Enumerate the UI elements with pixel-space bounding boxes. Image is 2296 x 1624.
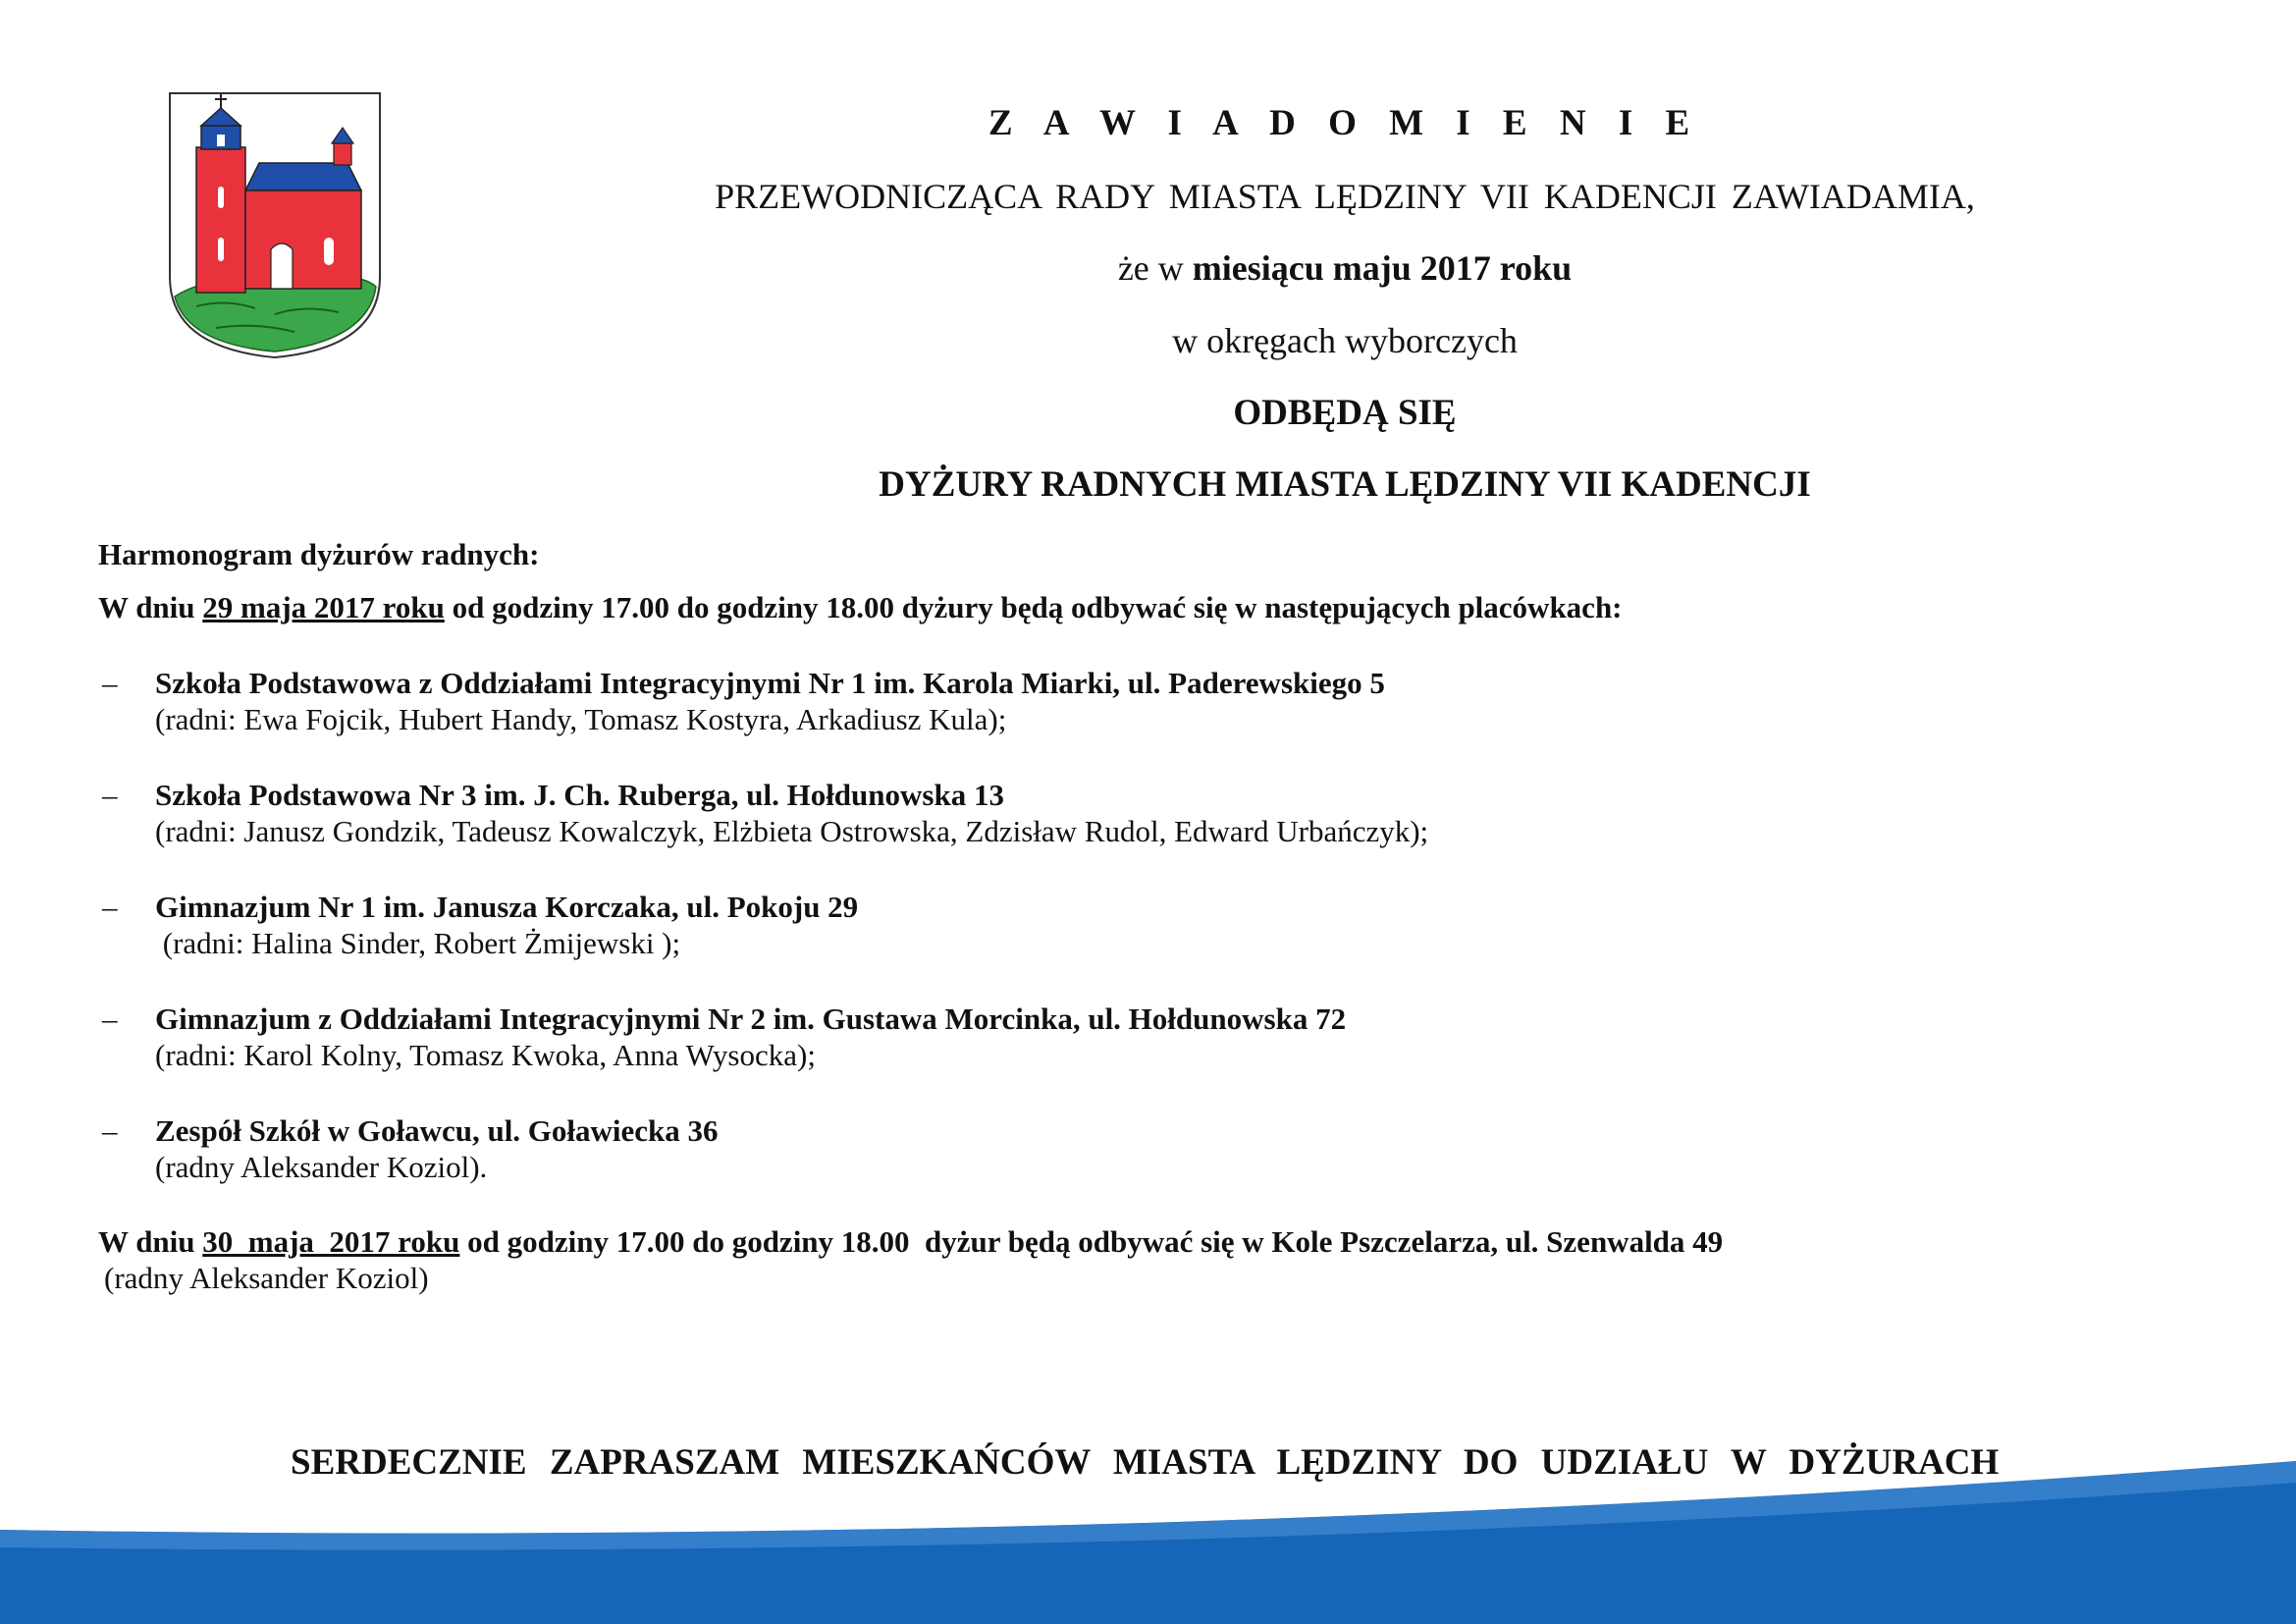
place-councillors: (radni: Janusz Gondzik, Tadeusz Kowalczyk, Elżbieta Ostrowska, Zdzisław Rudol, Edward Urbańczyk); [155,814,1429,848]
day2-date: 30 maja 2017 roku [202,1224,460,1259]
place-councillors: (radni: Karol Kolny, Tomasz Kwoka, Anna Wysocka); [155,1038,816,1072]
place-name: Szkoła Podstawowa z Oddziałami Integracyjnymi Nr 1 im. Karola Miarki, ul. Paderewskiego 5 [155,666,1385,700]
coat-of-arms-logo [167,90,383,360]
day1-line: W dniu 29 maja 2017 roku od godziny 17.00 do godziny 18.00 dyżury będą odbywać się w następujących placówkach: [98,590,1623,624]
invitation-footer: SERDECZNIE ZAPRASZAM MIESZKAŃCÓW MIASTA LĘDZINY DO UDZIAŁU W DYŻURACH [291,1442,2000,1483]
place-name: Szkoła Podstawowa Nr 3 im. J. Ch. Ruberga, ul. Hołdunowska 13 [155,778,1004,812]
month-prefix: że w [1117,248,1193,288]
notice-line-duties: DYŻURY RADNYCH MIASTA LĘDZINY VII KADENCJI [879,464,1811,505]
notice-line-month [550,247,2140,289]
day2-line: W dniu 30 maja 2017 roku od godziny 17.00 do godziny 18.00 dyżur będą odbywać się w Kole Pszczelarza, ul. Szenwalda 49 [98,1224,1724,1259]
dash-bullet: – [102,1001,118,1036]
notice-title: Z A W I A D O M I E N I E [988,103,1702,143]
place-name: Gimnazjum z Oddziałami Integracyjnymi Nr 2 im. Gustawa Morcinka, ul. Hołdunowska 72 [155,1001,1347,1036]
notice-line-districts: w okręgach wyborczych [1172,321,1518,360]
blue-wave-decoration [0,1453,2296,1624]
place-councillors: (radni: Halina Sinder, Robert Żmijewski ); [155,926,681,960]
place-councillors: (radny Aleksander Koziol). [155,1150,488,1184]
place-name: Zespół Szkół w Goławcu, ul. Goławiecka 36 [155,1113,719,1148]
dash-bullet: – [102,1113,118,1148]
schedule-heading: Harmonogram dyżurów radnych: [98,537,540,571]
notice-line-chairwoman: PRZEWODNICZĄCA RADY MIASTA LĘDZINY VII KADENCJI ZAWIADAMIA, [715,177,1975,216]
place-councillors: (radni: Ewa Fojcik, Hubert Handy, Tomasz Kostyra, Arkadiusz Kula); [155,702,1007,736]
notice-line-held: ODBĘDĄ SIĘ [1233,393,1457,433]
place-name: Gimnazjum Nr 1 im. Janusza Korczaka, ul. Pokoju 29 [155,890,859,924]
dash-bullet: – [102,890,118,924]
month-bold: miesiącu maju 2017 roku [1192,248,1573,288]
day2-councillors: (radny Aleksander Koziol) [104,1261,429,1295]
day1-date: 29 maja 2017 roku [202,590,445,624]
dash-bullet: – [102,778,118,812]
dash-bullet: – [102,666,118,700]
